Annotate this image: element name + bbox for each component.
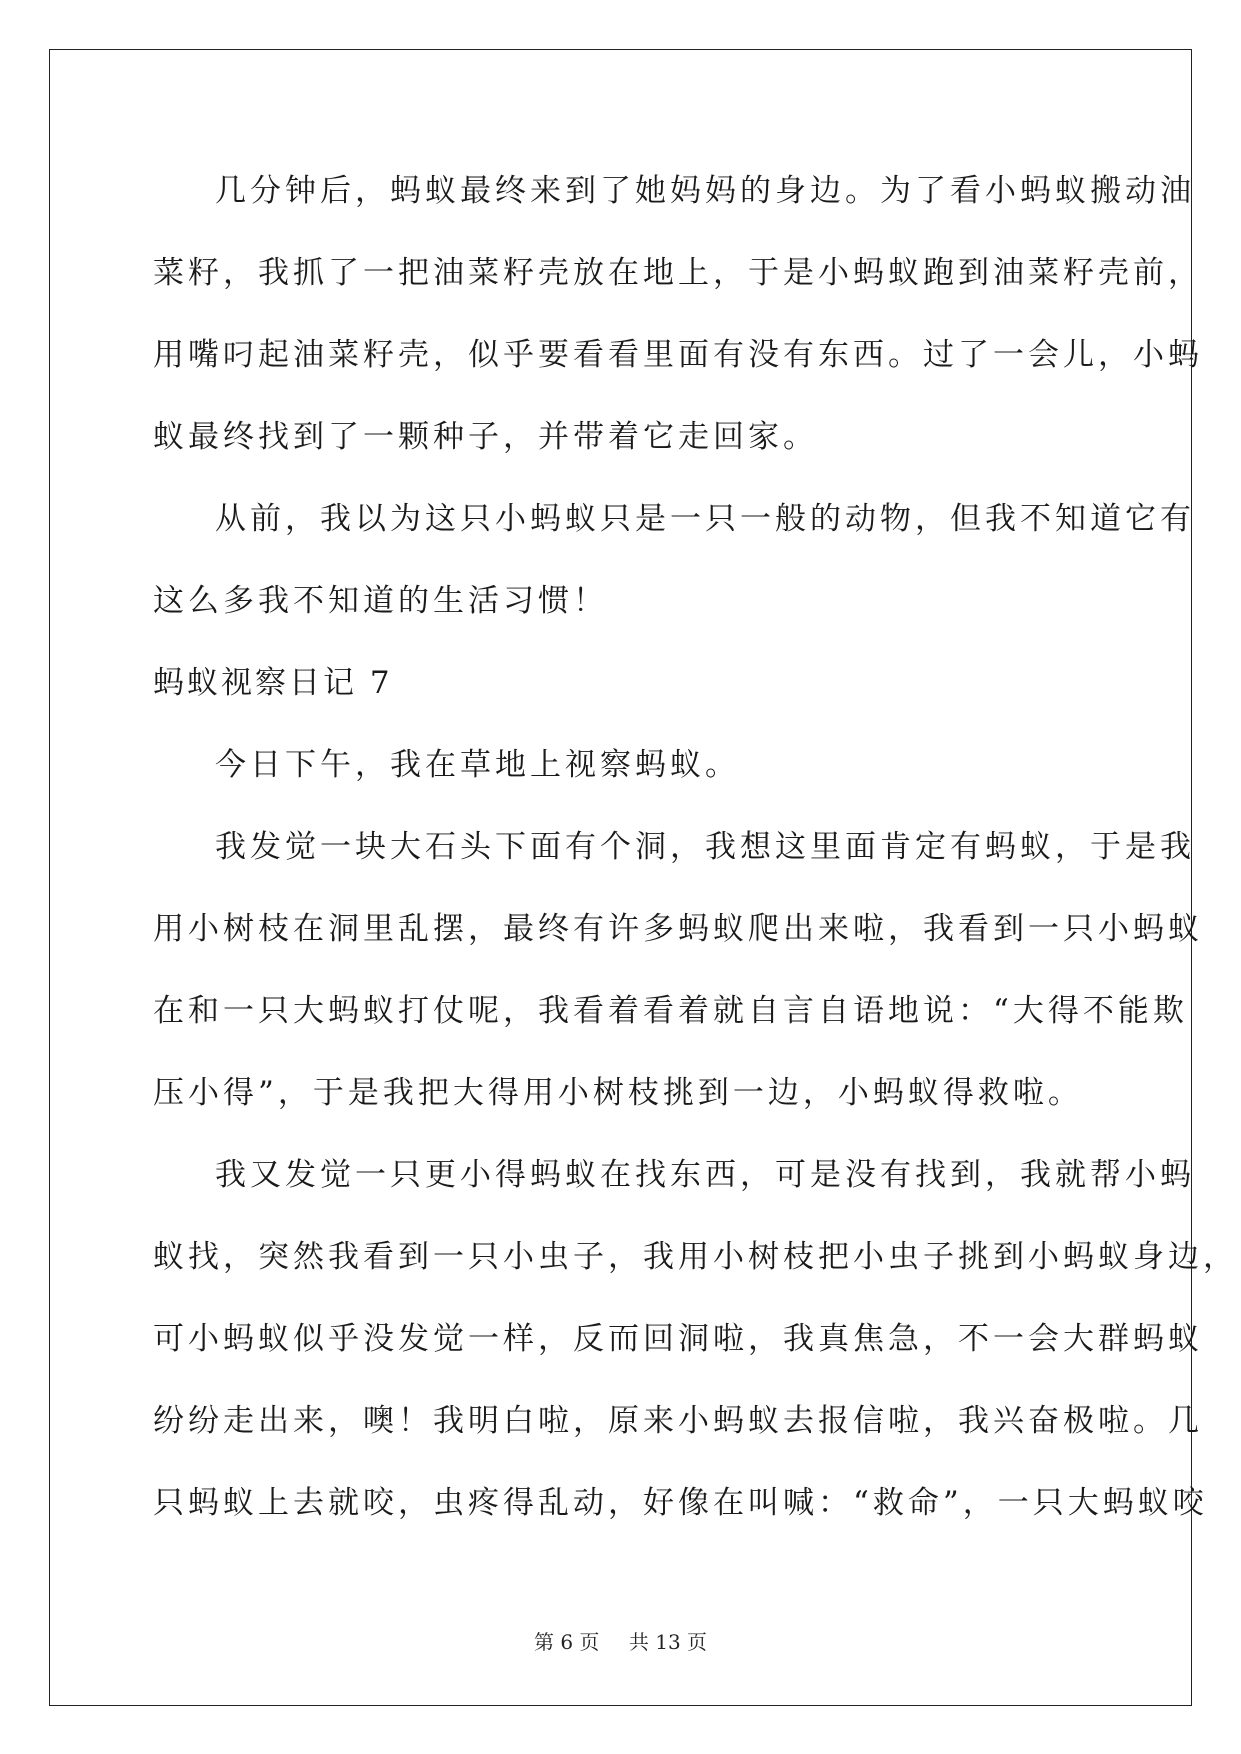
paragraph-line: 这么多我不知道的生活习惯！ <box>153 583 608 619</box>
page-total: 共 13 页 <box>628 1630 708 1654</box>
paragraph-line: 蚁最终找到了一颗种子，并带着它走回家。 <box>153 419 818 455</box>
paragraph-line: 今日下午，我在草地上视察蚂蚁。 <box>215 747 740 783</box>
paragraph-line: 蚁找，突然我看到一只小虫子，我用小树枝把小虫子挑到小蚂蚁身边， <box>153 1239 1238 1275</box>
paragraph-line: 从前，我以为这只小蚂蚁只是一只一般的动物，但我不知道它有 <box>215 501 1195 537</box>
paragraph-line: 我又发觉一只更小得蚂蚁在找东西，可是没有找到，我就帮小蚂 <box>215 1157 1195 1193</box>
page-footer <box>0 1626 1241 1655</box>
document-body <box>153 160 1238 1554</box>
paragraph-line: 几分钟后，蚂蚁最终来到了她妈妈的身边。为了看小蚂蚁搬动油 <box>215 173 1195 209</box>
paragraph-line: 用小树枝在洞里乱摆，最终有许多蚂蚁爬出来啦，我看到一只小蚂蚁 <box>153 911 1203 947</box>
paragraph-line: 纷纷走出来，噢！我明白啦，原来小蚂蚁去报信啦，我兴奋极啦。几 <box>153 1403 1203 1439</box>
paragraph-line: 菜籽，我抓了一把油菜籽壳放在地上，于是小蚂蚁跑到油菜籽壳前， <box>153 255 1203 291</box>
paragraph-line: 压小得”，于是我把大得用小树枝挑到一边，小蚂蚁得救啦。 <box>153 1075 1083 1111</box>
page-number: 第 6 页 <box>533 1630 600 1654</box>
paragraph-line: 在和一只大蚂蚁打仗呢，我看着看着就自言自语地说：“大得不能欺 <box>153 993 1188 1029</box>
paragraph-line: 用嘴叼起油菜籽壳，似乎要看看里面有没有东西。过了一会儿，小蚂 <box>153 337 1203 373</box>
section-heading: 蚂蚁视察日记 7 <box>153 665 393 701</box>
paragraph-line: 只蚂蚁上去就咬，虫疼得乱动，好像在叫喊：“救命”，一只大蚂蚁咬 <box>153 1485 1208 1521</box>
paragraph-line: 我发觉一块大石头下面有个洞，我想这里面肯定有蚂蚁，于是我 <box>215 829 1195 865</box>
paragraph-line: 可小蚂蚁似乎没发觉一样，反而回洞啦，我真焦急，不一会大群蚂蚁 <box>153 1321 1203 1357</box>
